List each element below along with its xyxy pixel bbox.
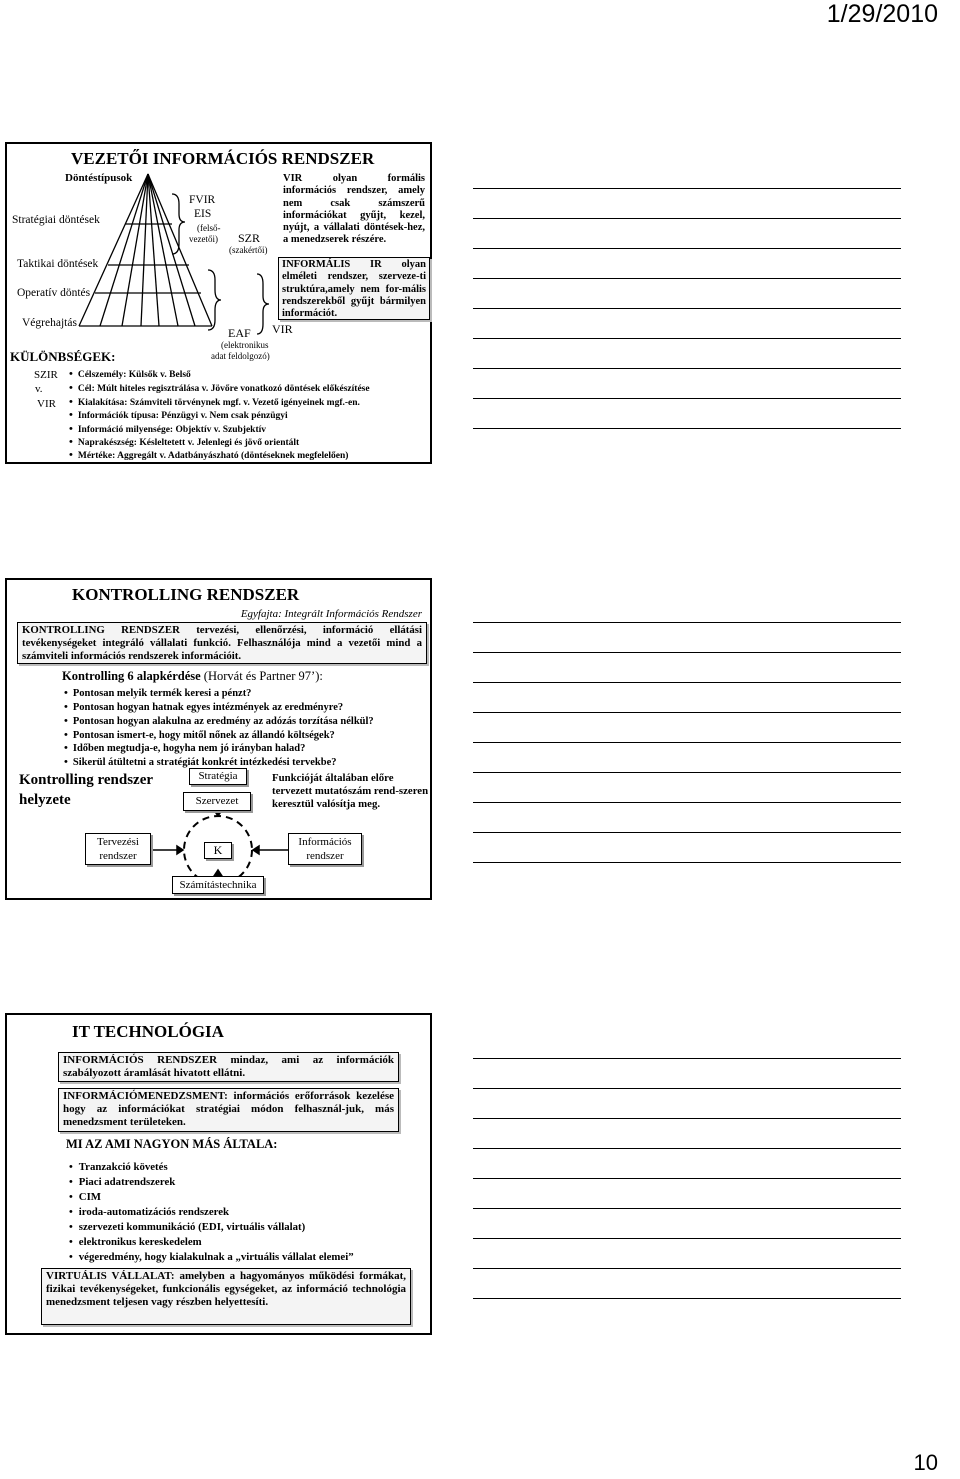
difference-item: • Célszemély: Külsők v. Belső: [69, 368, 191, 380]
notes-line: [473, 1298, 901, 1299]
planning-system-label-2: rendszer: [99, 850, 137, 862]
eis-label: EIS: [194, 208, 212, 220]
question-item: • Pontosan hogyan hatnak egyes intézmények az eredményre?: [64, 701, 343, 713]
side-label-v: v.: [35, 383, 43, 395]
difference-item: • Kialakítása: Számviteli törvénynek mgf. v. Vezető igényeinek mgf.-en.: [69, 396, 360, 408]
list-item: • szervezeti kommunikáció (EDI, virtuális vállalat): [69, 1220, 354, 1235]
planning-system-label-1: Tervezési: [97, 836, 139, 848]
slide-subtitle: Egyfajta: Integrált Információs Rendszer: [240, 608, 422, 620]
function-text: Funkcióját általában előre tervezett mutatószám rend-szeren keresztül valósítja meg.: [272, 772, 429, 810]
differences-label: KÜLÖNBSÉGEK:: [10, 349, 116, 364]
notes-line: [473, 862, 901, 863]
slide-vir: [5, 142, 432, 464]
info-management-box: INFORMÁCIÓMENEDZSMENT: információs erőforrások kezelése hogy az információkat stratégiai módon felhasznál-juk, más menedzsment területeken.: [58, 1088, 399, 1132]
question-item: • Időben megtudja-e, hogyha nem jó irányban halad?: [64, 742, 305, 754]
info-system-box: INFORMÁCIÓS RENDSZER mindaz, ami az információk szabályozott áramlását hivatott ellátni.: [58, 1052, 399, 1082]
list-item: • végeredmény, hogy kialakulnak a „virtuális vállalat elemei”: [69, 1250, 354, 1265]
vir-label: VIR: [272, 322, 293, 336]
slide-title: VEZETŐI INFORMÁCIÓS RENDSZER: [71, 149, 375, 168]
notes-line: [473, 1268, 901, 1269]
page-number: 10: [913, 1450, 938, 1475]
planning-system-box: [85, 833, 151, 865]
virtual-company-box: VIRTUÁLIS VÁLLALAT: amelyben a hagyományos működési formákat, fizikai tevékenységeket, funkcionális egységeket, az információ technológia menedzsment teljesen vagy részben helyettesíti.: [41, 1268, 411, 1325]
decision-types-label: Döntéstípusok: [65, 172, 133, 184]
information-system-label-1: Információs: [298, 836, 352, 848]
list-item: • Piaci adatrendszerek: [69, 1175, 354, 1190]
notes-line: [473, 188, 901, 189]
kontrolling-definition-box: KONTROLLING RENDSZER tervezési, ellenőrzési, információ ellátási tevékenységeket integráló vállalati funkció. Felhasználója mind a vezetői mind a számviteli információs rendszerek információit.: [17, 622, 427, 664]
notes-line: [473, 248, 901, 249]
slide-title: KONTROLLING RENDSZER: [72, 585, 300, 604]
position-label: Kontrolling rendszer: [19, 772, 154, 788]
side-label-vir: VIR: [37, 398, 56, 410]
notes-line: [473, 622, 901, 623]
vir-definition-box: VIR olyan formális információs rendszer, amely nem csak számszerű információkat gyűjt, kezel, nyújt, a vállalati döntések-hez, a menedzserek részére.: [279, 171, 429, 247]
level-tactical: Taktikai döntések: [17, 258, 99, 270]
notes-line: [473, 1118, 901, 1119]
feature-list: [69, 1160, 354, 1265]
notes-line: [473, 682, 901, 683]
notes-line: [473, 308, 901, 309]
fvir-label: FVIR: [189, 194, 216, 206]
slide-title: IT TECHNOLÓGIA: [72, 1022, 224, 1041]
notes-line: [473, 712, 901, 713]
notes-line: [473, 802, 901, 803]
information-system-box: [288, 833, 362, 865]
information-system-label-2: rendszer: [306, 850, 344, 862]
difference-item: • Mértéke: Aggregált v. Adatbányászható (döntéseknek megfelelően): [69, 449, 348, 461]
notes-line: [473, 218, 901, 219]
notes-line: [473, 1088, 901, 1089]
position-label-2: helyzete: [19, 792, 71, 808]
szr-sub: (szakértői): [229, 245, 268, 255]
questions-heading-main: Kontrolling 6 alapkérdése: [62, 669, 201, 683]
notes-line: [473, 1058, 901, 1059]
slide-it-technology: [5, 1013, 432, 1335]
fvir-sub-2: vezetői): [189, 234, 218, 244]
eaf-label: EAF: [228, 326, 251, 340]
notes-line: [473, 652, 901, 653]
notes-line: [473, 1148, 901, 1149]
level-operative: Operatív döntés: [17, 287, 91, 299]
notes-line: [473, 398, 901, 399]
difference-item: • Információk típusa: Pénzügyi v. Nem csak pénzügyi: [69, 409, 288, 421]
list-item: • elektronikus kereskedelem: [69, 1235, 354, 1250]
level-strategic: Stratégiai döntések: [12, 214, 100, 226]
computing-box: Számítástechnika: [172, 876, 264, 894]
strategy-box: Stratégia: [189, 768, 247, 785]
notes-line: [473, 278, 901, 279]
notes-line: [473, 742, 901, 743]
slide-kontrolling: [5, 578, 432, 900]
k-box: K: [204, 842, 232, 859]
eaf-sub-2: adat feldolgozó): [211, 351, 270, 361]
notes-line: [473, 338, 901, 339]
question-item: • Pontosan hogyan alakulna az eredmény az adózás torzítása nélkül?: [64, 715, 374, 727]
notes-line: [473, 428, 901, 429]
list-item: • Tranzakció követés: [69, 1160, 354, 1175]
notes-line: [473, 368, 901, 369]
question-item: • Pontosan ismert-e, hogy mitől nőnek az állandó költségek?: [64, 729, 335, 741]
difference-item: • Információ milyensége: Objektív v. Szubjektív: [69, 423, 266, 435]
notes-line: [473, 832, 901, 833]
eaf-sub-1: (elektronikus: [221, 340, 269, 350]
fvir-sub-1: (felső-: [197, 223, 221, 233]
section-heading: MI AZ AMI NAGYON MÁS ÁLTALA:: [66, 1137, 278, 1151]
difference-item: • Cél: Múlt hiteles regisztrálása v. Jövőre vonatkozó döntések előkészítése: [69, 382, 370, 394]
question-item: • Sikerül átültetni a stratégiát konkrét intézkedési tervekbe?: [64, 756, 337, 768]
difference-item: • Naprakészség: Késleltetett v. Jelenlegi és jövő orientált: [69, 436, 299, 448]
szr-label: SZR: [238, 231, 261, 245]
notes-line: [473, 1238, 901, 1239]
level-execution: Végrehajtás: [22, 317, 77, 329]
questions-heading-source: (Horvát és Partner 97’):: [200, 669, 323, 683]
notes-line: [473, 772, 901, 773]
list-item: • CIM: [69, 1190, 354, 1205]
notes-line: [473, 1178, 901, 1179]
question-item: • Pontosan melyik termék keresi a pénzt?: [64, 687, 251, 699]
organization-box: Szervezet: [183, 792, 251, 811]
notes-line: [473, 1208, 901, 1209]
informal-ir-box: INFORMÁLIS IR olyan elméleti rendszer, szerveze-ti struktúra,amely nem for-mális rendszerekből gyűjt bármilyen információt.: [278, 257, 430, 320]
print-date: 1/29/2010: [826, 0, 938, 28]
side-label-szir: SZIR: [34, 369, 58, 381]
list-item: • iroda-automatizációs rendszerek: [69, 1205, 354, 1220]
